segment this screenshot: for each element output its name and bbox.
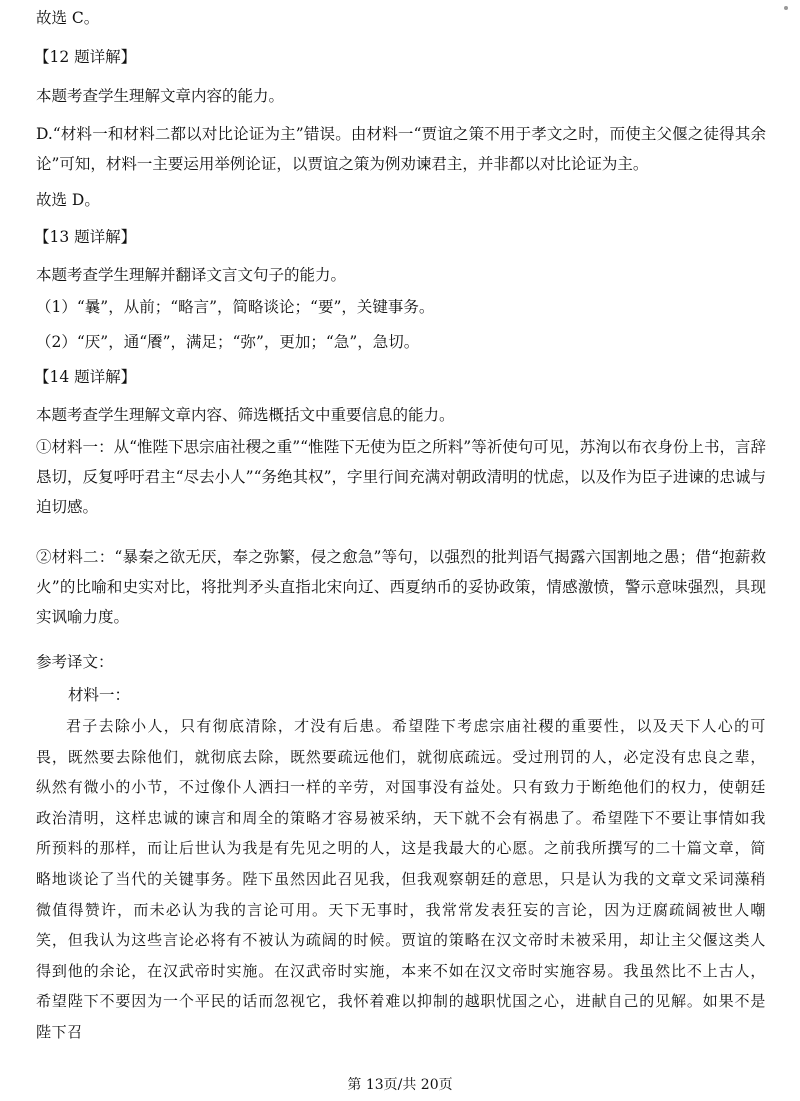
answer-d: 故选 D。 [36, 191, 100, 209]
reference-translation-label: 参考译文： [36, 653, 114, 671]
answer-c: 故选 C。 [36, 9, 100, 27]
q14-material-2: ②材料二：“暴秦之欲无厌，奉之弥繁，侵之愈急”等句，以强烈的批判语气揭露六国割地之愚；借“抱薪救火”的比喻和史实对比，将批判矛头直指北宋向辽、西夏纳币的妥协政策，情感激愤，警示意味强烈，具现实讽喻力度。 [36, 548, 766, 626]
q12-intro: 本题考查学生理解文章内容的能力。 [36, 87, 285, 105]
translation-body: 君子去除小人，只有彻底清除，才没有后患。希望陛下考虑宗庙社稷的重要性，以及天下人心的可畏，既然要去除他们，就彻底去除，既然要疏远他们，就彻底疏远。受过刑罚的人，必定没有忠良之辈，纵然有微小的小节，不过像仆人洒扫一样的辛劳，对国事没有益处。只有致力于断绝他们的权力，使朝廷政治清明，这样忠诚的谏言和周全的策略才容易被采纳，天下就不会有祸患了。希望陛下不要让事情如我所预料的那样，而让后世认为我是有先见之明的人，这是我最大的心愿。之前我所撰写的二十篇文章，简略地谈论了当代的关键事务。陛下虽然因此召见我，但我观察朝廷的意思，只是认为我的文章文采词藻稍微值得赞许，而未必认为我的言论可用。天下无事时，我常常发表狂妄的言论，因为迂腐疏阔被世人嘲笑，但我认为这些言论必将有不被认为疏阔的时候。贾谊的策略在汉文帝时未被采用，却让主父偃这类人得到他的余论，在汉武帝时实施。在汉武帝时实施，本来不如在汉文帝时实施容易。我虽然比不上古人，希望陛下不要因为一个平民的话而忽视它，我怀着难以抑制的越职忧国之心，进献自己的见解。如果不是陛下召 [36, 717, 766, 1041]
page-footer: 第 13页/共 20页 [347, 1077, 453, 1093]
scan-dot [784, 6, 788, 10]
q13-heading: 【13 题详解】 [34, 228, 137, 246]
q14-material-1: ①材料一：从“惟陛下思宗庙社稷之重”“惟陛下无使为臣之所料”等祈使句可见，苏洵以布衣身份上书，言辞恳切，反复呼吁君主“尽去小人”“务绝其权”，字里行间充满对朝政清明的忧虑，以及作为臣子进谏的忠诚与迫切感。 [36, 438, 766, 516]
q13-intro: 本题考查学生理解并翻译文言文句子的能力。 [36, 266, 347, 284]
q12-explanation: D.“材料一和材料二都以对比论证为主”错误。由材料一“贾谊之策不用于孝文之时，而使主父偃之徒得其余论”可知，材料一主要运用举例论证，以贾谊之策为例劝谏君主，并非都以对比论证为主。 [36, 125, 766, 173]
material-1-label: 材料一： [68, 686, 131, 704]
q12-heading: 【12 题详解】 [34, 48, 137, 66]
q14-intro: 本题考查学生理解文章内容、筛选概括文中重要信息的能力。 [36, 406, 455, 424]
q13-item-2: （2）“厌”，通“餍”，满足；“弥”，更加；“急”，急切。 [36, 333, 420, 351]
q14-heading: 【14 题详解】 [34, 368, 137, 386]
q13-item-1: （1）“曩”，从前；“略言”，简略谈论；“要”，关键事务。 [36, 298, 435, 316]
